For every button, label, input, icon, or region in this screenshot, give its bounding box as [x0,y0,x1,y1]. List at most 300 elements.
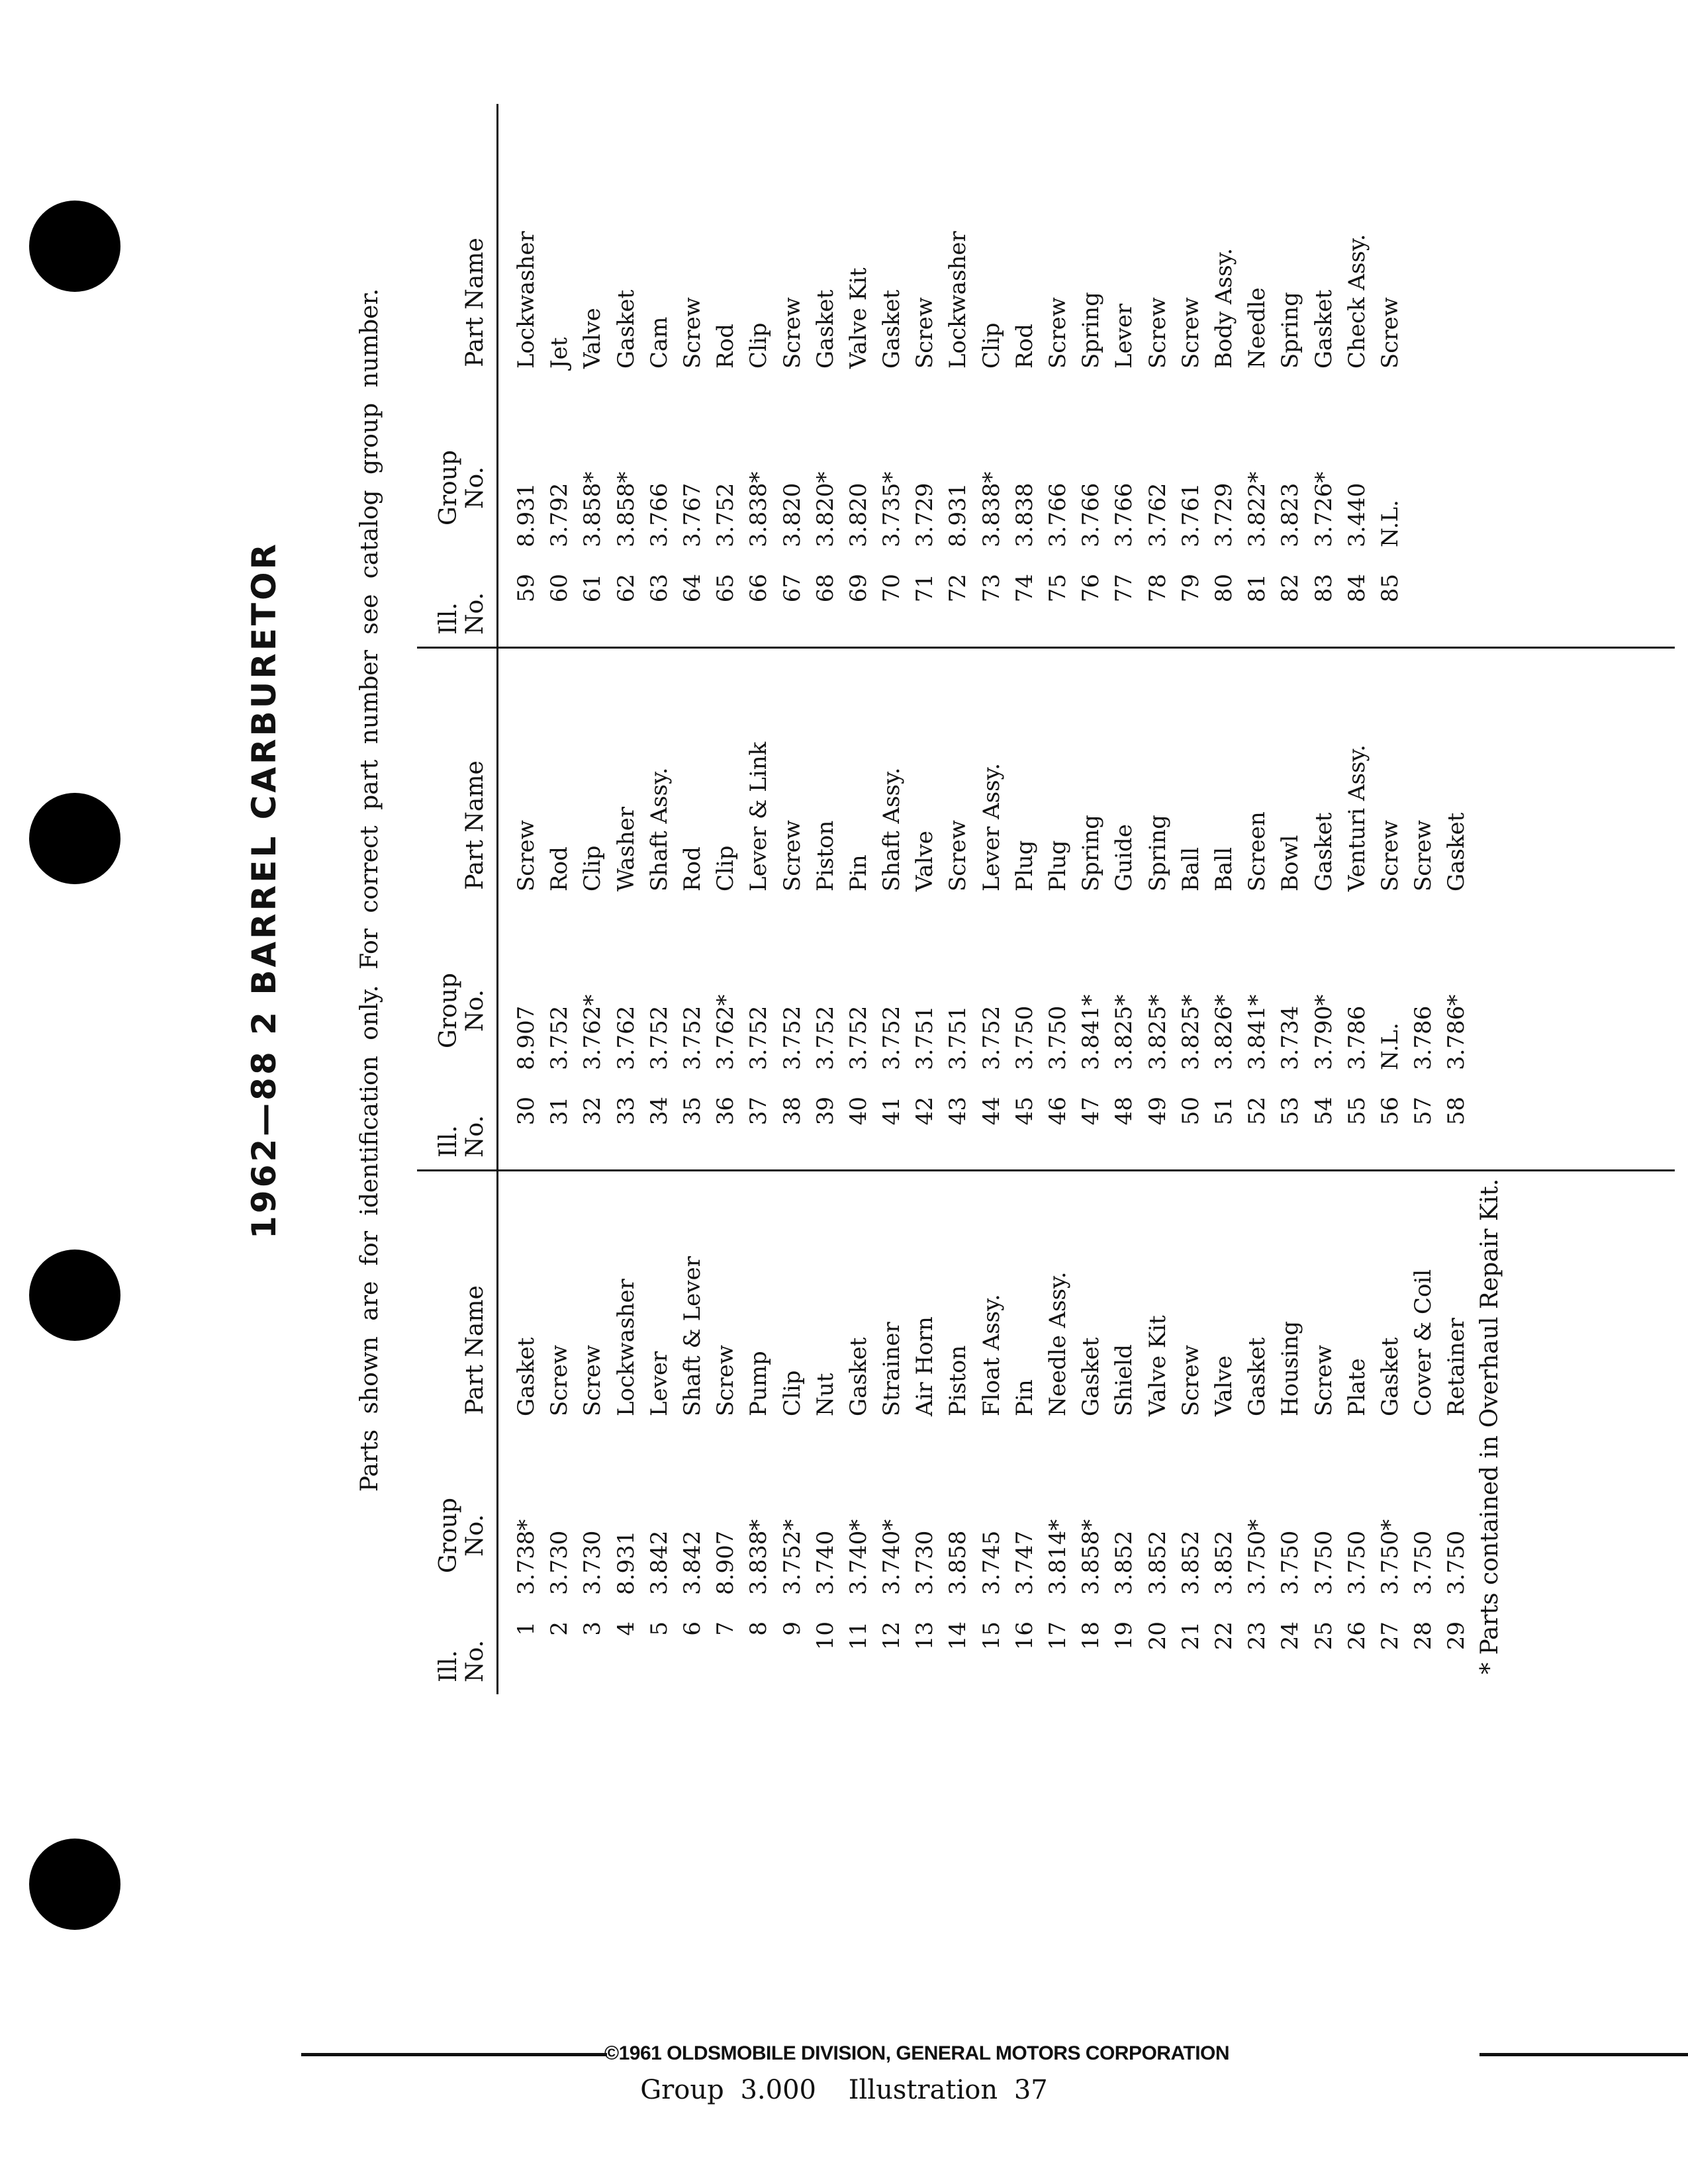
ill-no: 35 [679,1097,706,1126]
ill-no: 8 [745,1621,773,1636]
group-no: 3.752 [812,1005,839,1070]
ill-no: 16 [1011,1621,1038,1651]
part-name: Screw [1177,1345,1204,1416]
table-row [610,104,643,647]
group-no: 3.740* [845,1519,872,1595]
ill-no: 36 [712,1097,739,1126]
part-name: Piston [812,820,839,891]
group-no: 3.766 [1078,482,1105,547]
table-row [875,647,908,1169]
divider-left [301,2053,607,2056]
group-no: 3.822* [1244,471,1271,547]
part-name: Needle [1244,287,1271,369]
ill-no: 58 [1443,1097,1470,1126]
group-no: 3.858* [1078,1519,1105,1595]
ill-no: 48 [1111,1097,1138,1126]
group-value: 3.000 [740,2075,816,2105]
group-no: 3.750 [1410,1530,1437,1595]
part-name: Screw [945,820,972,891]
group-no: N.L. [1376,500,1403,547]
table-row [1274,647,1307,1169]
part-name: Plate [1343,1358,1370,1416]
table-row [1307,647,1340,1169]
table-row [975,104,1008,647]
group-no: 3.440 [1343,482,1370,547]
header-ill: Ill. No. [435,592,489,635]
binder-hole-4 [29,1839,120,1930]
ill-no: 40 [845,1097,872,1126]
part-name: Jet [546,337,573,369]
table-row [809,104,842,647]
table-row [1174,104,1207,647]
group-no: 3.826* [1210,994,1237,1070]
table-row [1274,104,1307,647]
table-row [1041,647,1074,1169]
group-no: 3.738* [513,1519,539,1595]
group-no: 3.734 [1277,1005,1304,1070]
part-name: Screw [679,297,706,369]
ill-no: 55 [1343,1097,1370,1126]
illustration-label: Illustration [848,2075,998,2105]
table-row [1141,104,1174,647]
table-row [643,104,676,647]
group-no: 3.762 [1144,482,1171,547]
table-row [676,1171,709,1694]
table-row [908,647,941,1169]
group-no: 3.730 [546,1530,573,1595]
table-row [576,647,609,1169]
table-row [1074,104,1107,647]
table-row [1241,104,1274,647]
group-no: 3.747 [1011,1530,1038,1595]
ill-no: 59 [513,574,539,603]
ill-no: 4 [612,1621,639,1636]
table-row [908,104,941,647]
group-no: 3.825* [1144,994,1171,1070]
ill-no: 10 [812,1621,839,1651]
ill-no: 25 [1310,1621,1337,1651]
table-row [941,104,974,647]
part-name: Spring [1144,815,1171,891]
part-name: Valve Kit [1144,1315,1171,1416]
group-no: 3.858 [945,1530,972,1595]
group-no: 3.752 [679,1005,706,1070]
part-name: Plug [1045,840,1071,891]
part-name: Lever & Link [745,741,773,891]
table-row [576,1171,609,1694]
table-row [610,1171,643,1694]
group-no: 3.790* [1310,994,1337,1070]
table-row [1207,1171,1241,1694]
table-row [1340,647,1374,1169]
group-no: 3.820* [812,471,839,547]
part-name: Plug [1011,840,1038,891]
table-row [1174,1171,1207,1694]
table-row [776,647,809,1169]
table-row [1374,1171,1407,1694]
ill-no: 45 [1011,1097,1038,1126]
part-name: Gasket [812,289,839,369]
table-row [709,647,742,1169]
ill-no: 57 [1410,1097,1437,1126]
ill-no: 84 [1343,574,1370,603]
ill-no: 15 [978,1621,1005,1651]
table-row [1107,647,1141,1169]
group-no: 8.907 [712,1530,739,1595]
ill-no: 24 [1277,1621,1304,1651]
table-row [941,1171,974,1694]
group-no: 8.907 [513,1005,539,1070]
group-no: 3.792 [546,482,573,547]
ill-no: 50 [1177,1097,1204,1126]
ill-no: 2 [546,1621,573,1636]
group-no: 3.740* [878,1519,906,1595]
part-name: Lockwasher [945,231,972,369]
table-row [776,104,809,647]
table-row [742,1171,775,1694]
footnote: * Parts contained in Overhaul Repair Kit. [1476,1178,1503,1674]
ill-no: 29 [1443,1621,1470,1651]
table-row [1041,104,1074,647]
group-no: 3.842 [679,1530,706,1595]
table-row [842,647,875,1169]
ill-no: 75 [1045,574,1071,603]
group-no: 3.730 [912,1530,939,1595]
ill-no: 53 [1277,1097,1304,1126]
part-name: Clip [778,1370,806,1416]
part-name: Guide [1111,824,1138,891]
binder-hole-2 [29,793,120,884]
header-group: Group No. [435,1498,489,1573]
part-name: Valve [1210,1355,1237,1416]
subtitle: Parts shown are for identification only. For correct part number see catalog group number. [356,288,383,1492]
header-ill: Ill. No. [435,1640,489,1682]
table-row [1307,1171,1340,1694]
ill-no: 42 [912,1097,939,1126]
group-no: 8.931 [513,482,539,547]
part-name: Gasket [1443,812,1470,891]
group-no: 3.842 [645,1530,673,1595]
ill-no: 43 [945,1097,972,1126]
group-no: 3.858* [612,471,639,547]
ill-no: 32 [579,1097,606,1126]
ill-no: 64 [679,574,706,603]
part-name: Screw [912,297,939,369]
ill-no: 38 [778,1097,806,1126]
part-name: Screw [1144,297,1171,369]
part-name: Gasket [845,1337,872,1416]
ill-no: 20 [1144,1621,1171,1651]
part-name: Body Assy. [1210,248,1237,369]
header-group: Group No. [435,450,489,525]
group-no: 3.814* [1045,1519,1071,1595]
ill-no: 49 [1144,1097,1171,1126]
ill-no: 30 [513,1097,539,1126]
ill-no: 61 [579,574,606,603]
part-name: Spring [1078,292,1105,369]
group-no: 3.740 [812,1530,839,1595]
part-name: Spring [1078,815,1105,891]
part-name: Rod [546,846,573,891]
page-title: 1962—88 2 BARREL CARBURETOR [245,541,283,1239]
ill-no: 66 [745,574,773,603]
group-no: 3.752 [878,1005,906,1070]
ill-no: 28 [1410,1621,1437,1651]
ill-no: 37 [745,1097,773,1126]
part-name: Gasket [1244,1337,1271,1416]
group-no: 3.825* [1177,994,1204,1070]
header-ill: Ill. No. [435,1115,489,1158]
part-name: Screw [1376,820,1403,891]
group-no: N.L. [1376,1023,1403,1070]
table-row [543,647,576,1169]
part-name: Shaft Assy. [645,767,673,891]
ill-no: 63 [645,574,673,603]
ill-no: 67 [778,574,806,603]
part-name: Screw [1045,297,1071,369]
table-row [1241,647,1274,1169]
ill-no: 33 [612,1097,639,1126]
ill-no: 11 [845,1621,872,1651]
ill-no: 69 [845,574,872,603]
part-name: Lever [645,1351,673,1416]
table-row [875,1171,908,1694]
ill-no: 21 [1177,1621,1204,1651]
group-no: 3.729 [912,482,939,547]
header-part-name: Part Name [461,238,489,367]
table-row [1008,104,1041,647]
group-no: 3.752 [645,1005,673,1070]
table-rows [510,647,1473,1169]
divider-right [1479,2053,1688,2056]
part-name: Gasket [1310,812,1337,891]
ill-no: 54 [1310,1097,1337,1126]
parts-table-column-3 [417,104,1675,649]
table-row [610,647,643,1169]
group-no: 3.752 [745,1005,773,1070]
table-row [1174,647,1207,1169]
group-no: 3.751 [945,1005,972,1070]
group-no: 3.820 [845,482,872,547]
table-row [1374,104,1407,647]
part-name: Cover & Coil [1410,1269,1437,1416]
ill-no: 71 [912,574,939,603]
part-name: Venturi Assy. [1343,745,1370,891]
table-row [742,647,775,1169]
group-no: 3.750 [1443,1530,1470,1595]
table-row [975,1171,1008,1694]
part-name: Valve [912,831,939,891]
ill-no: 81 [1244,574,1271,603]
part-name: Screw [778,820,806,891]
group-no: 3.838* [745,1519,773,1595]
part-name: Screw [1310,1345,1337,1416]
table-row [709,1171,742,1694]
group-no: 3.745 [978,1530,1005,1595]
part-name: Check Assy. [1343,234,1370,369]
group-no: 3.730 [579,1530,606,1595]
table-row [1141,647,1174,1169]
ill-no: 68 [812,574,839,603]
group-no: 3.752 [978,1005,1005,1070]
ill-no: 27 [1376,1621,1403,1651]
ill-no: 85 [1376,574,1403,603]
copyright-line [301,2042,1538,2064]
ill-no: 19 [1111,1621,1138,1651]
group-label: Group [640,2075,724,2105]
part-name: Shaft Assy. [878,767,906,891]
part-name: Housing [1277,1320,1304,1416]
ill-no: 12 [878,1621,906,1651]
part-name: Screw [579,1345,606,1416]
part-name: Gasket [513,1337,539,1416]
part-name: Valve [579,308,606,369]
group-no: 3.825* [1111,994,1138,1070]
table-row [643,647,676,1169]
ill-no: 77 [1111,574,1138,603]
page-identifier [0,2075,1688,2105]
group-no: 3.786 [1343,1005,1370,1070]
table-row [643,1171,676,1694]
part-name: Lever [1111,303,1138,369]
header-part-name: Part Name [461,760,489,890]
ill-no: 47 [1078,1097,1105,1126]
group-no: 3.838* [978,471,1005,547]
table-header [417,1171,498,1694]
table-row [776,1171,809,1694]
table-row [510,647,543,1169]
table-row [576,104,609,647]
table-row [1407,1171,1440,1694]
ill-no: 62 [612,574,639,603]
rotated-content [205,66,1688,1714]
part-name: Rod [1011,324,1038,369]
part-name: Gasket [612,289,639,369]
part-name: Retainer [1443,1318,1470,1416]
ill-no: 1 [513,1621,539,1636]
table-row [1374,647,1407,1169]
parts-table-column-2 [417,647,1675,1171]
table-row [1074,647,1107,1169]
ill-no: 7 [712,1621,739,1636]
group-no: 3.838* [745,471,773,547]
part-name: Lockwasher [612,1279,639,1416]
group-no: 3.786* [1443,994,1470,1070]
ill-no: 6 [679,1621,706,1636]
group-no: 3.751 [912,1005,939,1070]
part-name: Valve Kit [845,267,872,369]
ill-no: 78 [1144,574,1171,603]
group-no: 3.750 [1343,1530,1370,1595]
table-row [1440,647,1473,1169]
group-no: 3.750 [1277,1530,1304,1595]
table-row [1340,1171,1374,1694]
ill-no: 72 [945,574,972,603]
ill-no: 34 [645,1097,673,1126]
header-part-name: Part Name [461,1285,489,1415]
ill-no: 65 [712,574,739,603]
part-name: Ball [1177,846,1204,891]
table-rows [510,104,1407,647]
illustration-value: 37 [1013,2075,1048,2105]
table-row [1107,104,1141,647]
table-row [543,104,576,647]
table-row [1074,1171,1107,1694]
table-row [941,647,974,1169]
table-row [1340,104,1374,647]
table-row [676,104,709,647]
table-row [975,647,1008,1169]
part-name: Washer [612,807,639,891]
table-row [809,647,842,1169]
ill-no: 73 [978,574,1005,603]
ill-no: 31 [546,1097,573,1126]
table-row [1107,1171,1141,1694]
group-no: 3.752 [778,1005,806,1070]
table-row [1440,1171,1473,1694]
binder-hole-1 [29,201,120,292]
group-no: 3.858* [579,471,606,547]
part-name: Cam [645,316,673,369]
group-no: 3.852 [1210,1530,1237,1595]
part-name: Screw [513,820,539,891]
table-row [875,104,908,647]
group-no: 3.823 [1277,482,1304,547]
group-no: 3.752 [845,1005,872,1070]
ill-no: 56 [1376,1097,1403,1126]
binder-hole-3 [29,1250,120,1341]
group-no: 3.766 [1045,482,1071,547]
table-row [1207,647,1241,1169]
part-name: Shield [1111,1344,1138,1416]
ill-no: 76 [1078,574,1105,603]
part-name: Screw [1177,297,1204,369]
table-row [1141,1171,1174,1694]
part-name: Gasket [878,289,906,369]
part-name: Screw [712,1345,739,1416]
group-no: 8.931 [945,482,972,547]
group-no: 8.931 [612,1530,639,1595]
group-no: 3.841* [1078,994,1105,1070]
ill-no: 52 [1244,1097,1271,1126]
part-name: Needle Assy. [1045,1271,1071,1416]
ill-no: 39 [812,1097,839,1126]
ill-no: 79 [1177,574,1204,603]
group-no: 3.750 [1310,1530,1337,1595]
ill-no: 82 [1277,574,1304,603]
part-name: Piston [945,1345,972,1416]
group-no: 3.750* [1244,1519,1271,1595]
table-header [417,104,498,647]
part-name: Bowl [1277,835,1304,891]
part-name: Clip [712,845,739,891]
ill-no: 18 [1078,1621,1105,1651]
table-row [676,647,709,1169]
group-no: 3.762* [712,994,739,1070]
part-name: Screw [1376,297,1403,369]
ill-no: 51 [1210,1097,1237,1126]
table-row [510,1171,543,1694]
table-row [709,104,742,647]
group-no: 3.750 [1045,1005,1071,1070]
group-no: 3.852 [1144,1530,1171,1595]
group-no: 3.750 [1011,1005,1038,1070]
group-no: 3.762 [612,1005,639,1070]
part-name: Clip [579,845,606,891]
group-no: 3.729 [1210,482,1237,547]
group-no: 3.786 [1410,1005,1437,1070]
group-no: 3.761 [1177,482,1204,547]
